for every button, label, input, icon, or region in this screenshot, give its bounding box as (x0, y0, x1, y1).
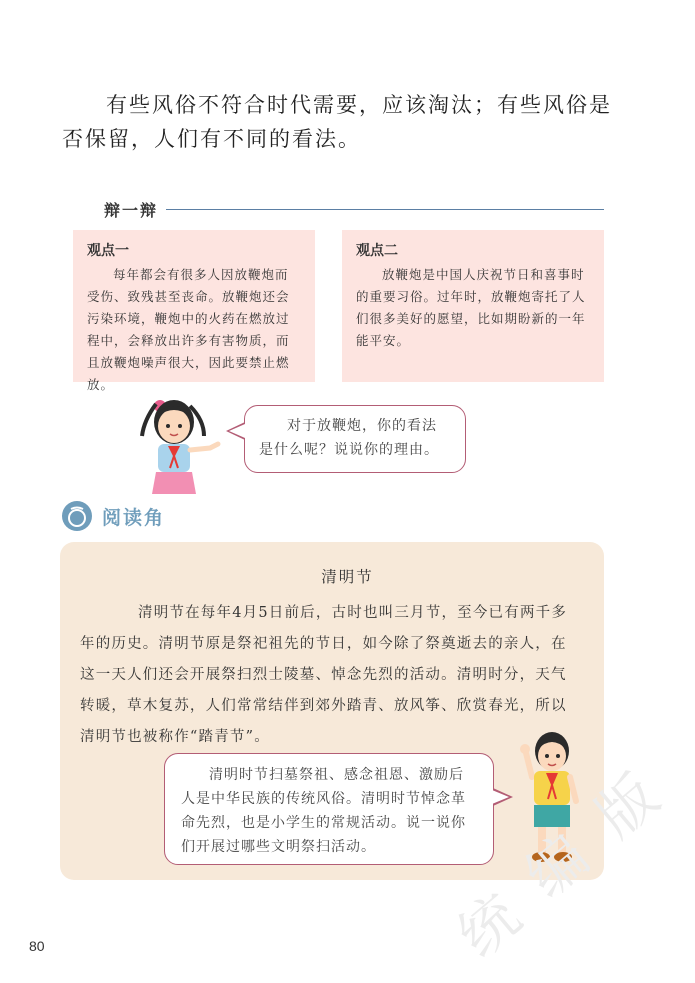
viewpoint-two-title: 观点二 (356, 243, 398, 259)
viewpoint-one-text: 每年都会有很多人因放鞭炮而受伤、致残甚至丧命。放鞭炮还会污染环境，鞭炮中的火药在燃放过程中，会释放出许多有害物质，而且放鞭炮噪声很大，因此要禁止燃放。 (87, 267, 290, 392)
debate-divider (166, 209, 604, 210)
girl-pointing-illustration (138, 390, 228, 498)
viewpoint-one-box (73, 230, 315, 392)
watermark (445, 740, 685, 971)
intro-paragraph: 有些风俗不符合时代需要，应该淘汰；有些风俗是否保留，人们有不同的看法。 (62, 93, 612, 151)
question-bubble (244, 405, 466, 473)
debate-title: 辩一辩 (104, 200, 159, 220)
question-text: 对于放鞭炮，你的看法是什么呢？说说你的理由。 (259, 418, 439, 458)
watermark-char-3: 版 (583, 761, 672, 851)
debate-header (104, 198, 604, 220)
viewpoint-two-text: 放鞭炮是中国人庆祝节日和喜事时的重要习俗。过年时，放鞭炮寄托了人们很多美好的愿望，比如期盼新的一年能平安。 (356, 267, 586, 348)
viewpoint-one-title: 观点一 (87, 243, 129, 259)
round-book-icon (62, 501, 92, 531)
watermark-char-2: 编 (513, 821, 602, 911)
prompt-text: 清明时节扫墓祭祖、感念祖恩、激励后人是中华民族的传统风俗。清明时节悼念革命先烈，也是小学生的常规活动。说一说你们开展过哪些文明祭扫活动。 (181, 767, 466, 855)
watermark-char-1: 统 (445, 881, 534, 971)
page-number: 80 (29, 938, 45, 954)
viewpoint-two-box (342, 230, 604, 382)
question-bubble-tail-fill (229, 424, 245, 438)
reading-heading: 清明节 (321, 568, 374, 586)
reading-text: 清明节在每年4月5日前后，古时也叫三月节，至今已有两千多年的历史。清明节原是祭祀祖先的节日，如今除了祭奠逝去的亲人，在这一天人们还会开展祭扫烈士陵墓、悼念先烈的活动。清明时分，天气转暖，草木复苏，人们常常结伴到郊外踏青、放风筝、欣赏春光，所以清明节也被称作“踏青节”。 (80, 605, 568, 745)
reading-section-title: 阅读角 (102, 507, 166, 529)
